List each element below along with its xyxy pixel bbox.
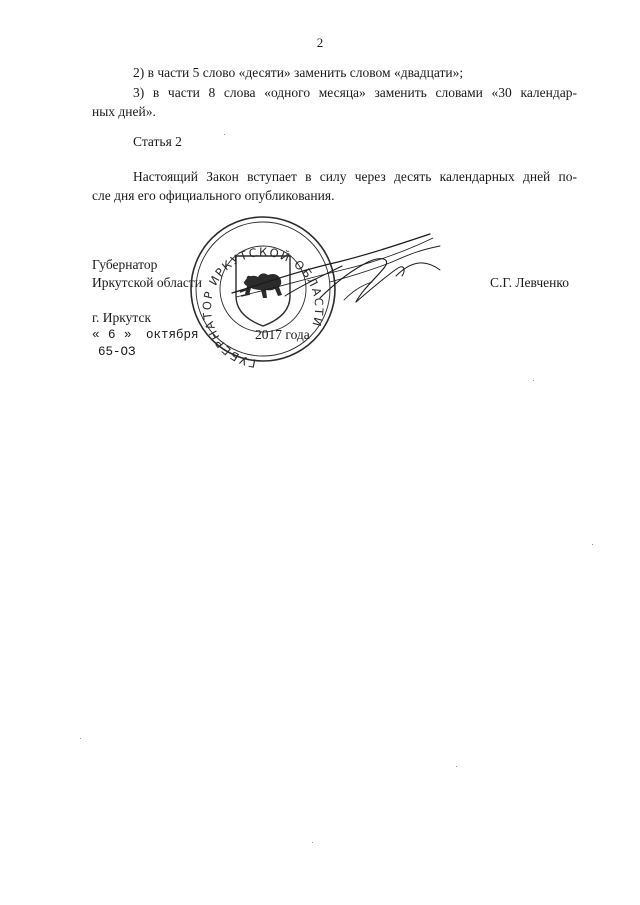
date-month: октября — [146, 328, 199, 342]
place-of-signing: г. Иркутск — [92, 310, 151, 325]
date-year: 2017 года — [255, 327, 310, 342]
scan-speck — [224, 134, 225, 135]
date-open-quote: « — [92, 328, 100, 342]
amendment-item-2: 2) в части 5 слово «десяти» заменить словом «двадцати»; — [133, 65, 464, 80]
signatory-role-line-1: Губернатор — [92, 257, 158, 272]
amendment-item-3-line-1: 3) в части 8 слова «одного месяца» заменить словами «30 календар- — [133, 85, 577, 100]
article-text-line-2: сле дня его официального опубликования. — [92, 188, 335, 203]
page-number: 2 — [316, 35, 324, 50]
amendment-item-3-line-2: ных дней». — [92, 104, 156, 119]
date-day: 6 — [108, 328, 116, 342]
coat-of-arms-icon — [236, 256, 290, 326]
scan-speck — [456, 766, 457, 767]
signatory-role-line-2: Иркутской области — [92, 275, 203, 290]
svg-text:ГУБЕРНАТОР ИРКУТСКОЙ ОБЛАСТИ — [200, 245, 326, 371]
article-text-line-1: Настоящий Закон вступает в силу через десять календарных дней по- — [133, 169, 577, 184]
date-close-quote: » — [124, 328, 132, 342]
scan-speck — [312, 842, 313, 843]
law-number: 65-ОЗ — [98, 345, 136, 359]
scan-speck — [533, 380, 534, 381]
signatory-name: С.Г. Левченко — [490, 275, 569, 290]
scan-speck — [80, 738, 81, 739]
seal-inscription: ГУБЕРНАТОР ИРКУТСКОЙ ОБЛАСТИ — [199, 244, 327, 371]
article-heading: Статья 2 — [133, 134, 182, 149]
official-seal — [191, 217, 335, 371]
scan-speck — [592, 544, 593, 545]
